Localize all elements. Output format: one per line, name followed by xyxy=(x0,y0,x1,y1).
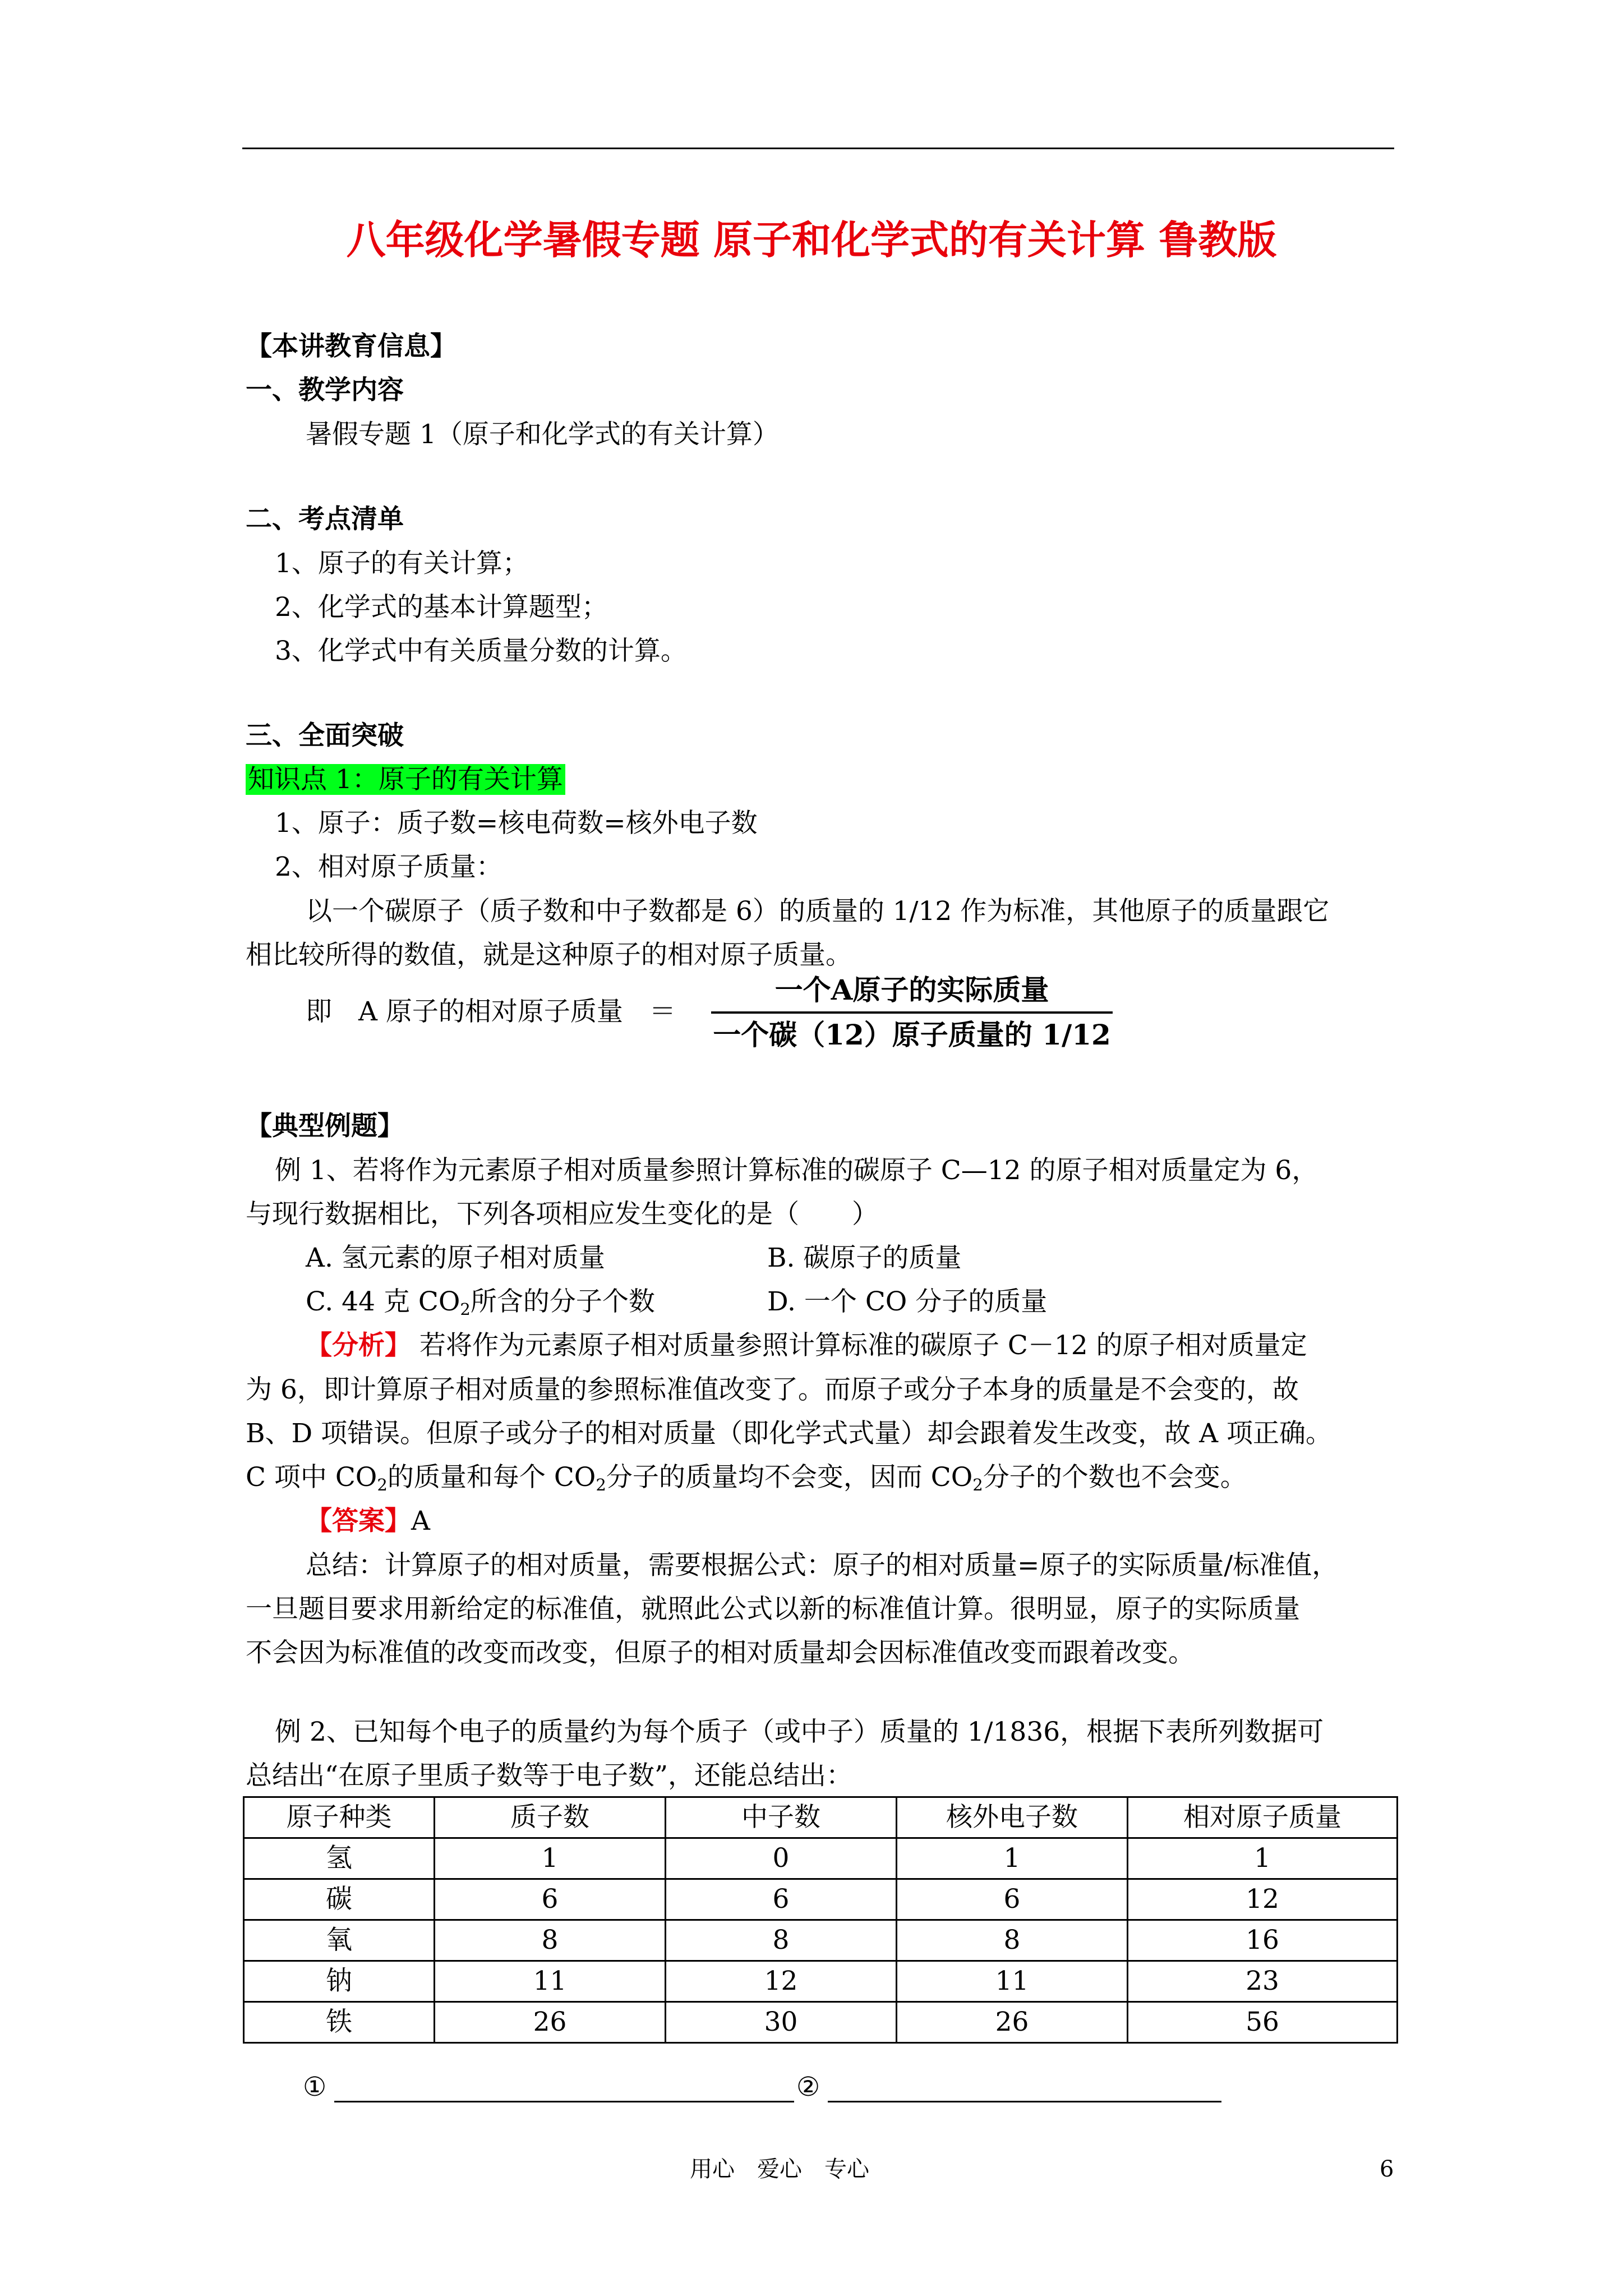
table-cell: 1 xyxy=(435,1838,666,1879)
option-c-text: C. 44 克 CO xyxy=(306,1286,460,1317)
table-cell: 8 xyxy=(666,1920,897,1961)
analysis-text: 分子的质量均不会变，因而 CO xyxy=(606,1462,973,1493)
table-header-cell: 核外电子数 xyxy=(897,1797,1128,1838)
footer-motto: 用心 爱心 专心 xyxy=(690,2156,869,2182)
table-header-row xyxy=(244,1797,1398,1838)
table-header-cell: 原子种类 xyxy=(244,1797,435,1838)
option-b: B. 碳原子的质量 xyxy=(767,1243,962,1273)
table-cell: 30 xyxy=(666,2002,897,2043)
table-cell: 12 xyxy=(1128,1879,1398,1920)
formula-numerator: 一个A原子的实际质量 xyxy=(774,973,1049,1006)
fraction-bar xyxy=(711,1011,1113,1014)
table-cell: 6 xyxy=(435,1879,666,1920)
option-a: A. 氢元素的原子相对质量 xyxy=(306,1243,605,1273)
answer-line xyxy=(306,1506,430,1537)
example-1-question-line2: 与现行数据相比，下列各项相应发生变化的是（ ） xyxy=(246,1199,878,1230)
analysis-line3: B、D 项错误。但原子或分子的相对质量（即化学式式量）却会跟着发生改变，故 A 项正确。 xyxy=(246,1418,1332,1449)
table-cell: 碳 xyxy=(244,1879,435,1920)
table-cell: 钠 xyxy=(244,1961,435,2002)
table-cell: 26 xyxy=(435,2002,666,2043)
table-header-cell: 中子数 xyxy=(666,1797,897,1838)
checklist-item: 3、化学式中有关质量分数的计算。 xyxy=(275,636,687,666)
knowledge-point-highlight: 知识点 1：原子的有关计算 xyxy=(246,764,565,795)
table-cell: 1 xyxy=(1128,1838,1398,1879)
knowledge-point-1 xyxy=(246,764,565,795)
option-c xyxy=(306,1286,655,1318)
table-cell: 11 xyxy=(435,1961,666,2002)
table-cell: 氢 xyxy=(244,1838,435,1879)
analysis-text: 分子的个数也不会变。 xyxy=(983,1462,1247,1493)
table-cell: 12 xyxy=(666,1961,897,2002)
table-row xyxy=(244,1879,1398,1920)
analysis-text: 的质量和每个 CO xyxy=(387,1462,596,1493)
section-3-heading: 三、全面突破 xyxy=(246,720,404,751)
table-row xyxy=(244,2002,1398,2043)
table-row xyxy=(244,1961,1398,2002)
example-1-question-line1: 例 1、若将作为元素原子相对质量参照计算标准的碳原子 C—12 的原子相对质量定为 6， xyxy=(275,1155,1318,1186)
table-cell: 26 xyxy=(897,2002,1128,2043)
table-cell: 11 xyxy=(897,1961,1128,2002)
answer-value: A xyxy=(411,1506,430,1536)
subscript: 2 xyxy=(972,1475,983,1495)
subscript: 2 xyxy=(460,1300,471,1319)
atom-definition: 1、原子：质子数=核电荷数=核外电子数 xyxy=(275,808,758,839)
option-c-text: 所含的分子个数 xyxy=(470,1286,655,1317)
relative-mass-text-line2: 相比较所得的数值，就是这种原子的相对原子质量。 xyxy=(246,940,852,970)
option-d: D. 一个 CO 分子的质量 xyxy=(767,1286,1048,1317)
page-number: 6 xyxy=(1380,2156,1394,2182)
table-cell: 0 xyxy=(666,1838,897,1879)
example-2-question-line1: 例 2、已知每个电子的质量约为每个质子（或中子）质量的 1/1836，根据下表所列数据可 xyxy=(275,1717,1324,1747)
table-cell: 8 xyxy=(897,1920,1128,1961)
checklist-item: 1、原子的有关计算； xyxy=(275,548,529,579)
relative-mass-text-line1: 以一个碳原子（质子数和中子数都是 6）的质量的 1/12 作为标准，其他原子的质量跟它 xyxy=(306,896,1330,927)
table-cell: 8 xyxy=(435,1920,666,1961)
page-title: 八年级化学暑假专题 原子和化学式的有关计算 鲁教版 xyxy=(346,217,1277,263)
subscript: 2 xyxy=(377,1475,388,1495)
analysis-line4 xyxy=(246,1462,1247,1493)
table-cell: 56 xyxy=(1128,2002,1398,2043)
table-cell: 16 xyxy=(1128,1920,1398,1961)
formula-denominator: 一个碳（12）原子质量的 1/12 xyxy=(713,1018,1111,1051)
summary-line2: 一旦题目要求用新给定的标准值，就照此公式以新的标准值计算。很明显，原子的实际质量 xyxy=(246,1594,1300,1625)
atom-data-table xyxy=(243,1796,1398,2044)
analysis-text: C 项中 CO xyxy=(246,1462,377,1493)
analysis-text: 若将作为元素原子相对质量参照计算标准的碳原子 C－12 的原子相对质量定 xyxy=(411,1330,1307,1361)
answer-blank-2 xyxy=(828,2101,1221,2102)
table-header-cell: 相对原子质量 xyxy=(1128,1797,1398,1838)
relative-mass-label: 2、相对原子质量： xyxy=(275,852,502,882)
table-cell: 23 xyxy=(1128,1961,1398,2002)
header-rule xyxy=(242,148,1394,149)
table-row xyxy=(244,1838,1398,1879)
table-cell: 6 xyxy=(666,1879,897,1920)
section-1-body: 暑假专题 1（原子和化学式的有关计算） xyxy=(306,419,779,450)
table-cell: 铁 xyxy=(244,2002,435,2043)
summary-line3: 不会因为标准值的改变而改变，但原子的相对质量却会因标准值改变而跟着改变。 xyxy=(246,1637,1195,1668)
table-header-cell: 质子数 xyxy=(435,1797,666,1838)
section-2-heading: 二、考点清单 xyxy=(246,504,404,535)
checklist-item: 2、化学式的基本计算题型； xyxy=(275,592,608,623)
analysis-label: 【分析】 xyxy=(306,1330,411,1361)
section-1-heading: 一、教学内容 xyxy=(246,375,404,406)
summary-line1: 总结：计算原子的相对质量，需要根据公式：原子的相对质量=原子的实际质量/标准值， xyxy=(306,1550,1339,1581)
analysis-line1 xyxy=(306,1330,1307,1361)
examples-heading: 【典型例题】 xyxy=(246,1111,404,1142)
table-cell: 氧 xyxy=(244,1920,435,1961)
blank-1-marker: ① xyxy=(303,2072,327,2102)
subscript: 2 xyxy=(596,1475,606,1495)
example-2-question-line2: 总结出“在原子里质子数等于电子数”，还能总结出： xyxy=(246,1760,853,1791)
table-row xyxy=(244,1920,1398,1961)
answer-label: 【答案】 xyxy=(306,1506,411,1536)
answer-blank-1 xyxy=(334,2101,794,2102)
table-cell: 6 xyxy=(897,1879,1128,1920)
analysis-line2: 为 6，即计算原子相对质量的参照标准值改变了。而原子或分子本身的质量是不会变的，故 xyxy=(246,1374,1299,1405)
table-cell: 1 xyxy=(897,1838,1128,1879)
formula-lhs: 即 A 原子的相对原子质量 ＝ xyxy=(306,996,676,1027)
info-heading: 【本讲教育信息】 xyxy=(246,331,457,362)
blank-2-marker: ② xyxy=(796,2072,820,2102)
